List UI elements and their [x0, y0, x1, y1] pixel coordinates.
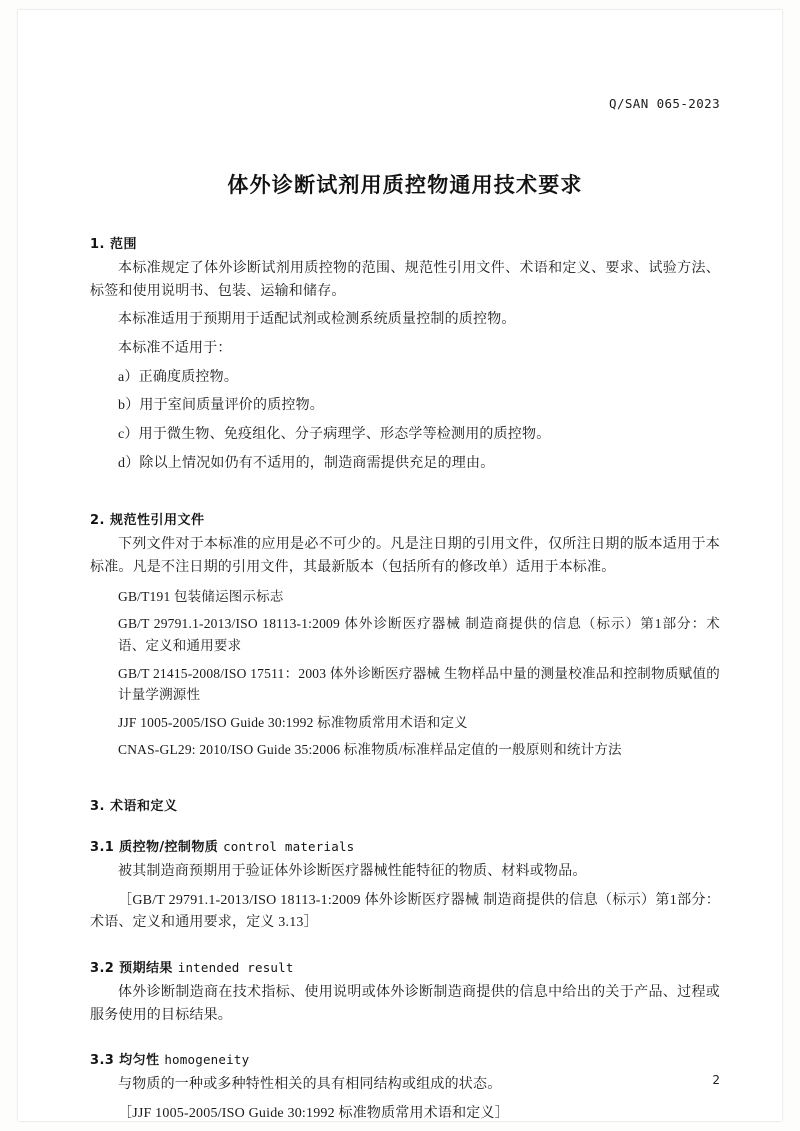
page-title: 体外诊断试剂用质控物通用技术要求	[227, 173, 583, 197]
section-heading-terms: 3. 术语和定义	[90, 798, 178, 814]
term-number-3-2: 3.2	[90, 960, 115, 976]
term-heading-3-1	[90, 836, 720, 855]
page-content	[90, 96, 720, 1126]
term-english-3-2: intended result	[177, 959, 294, 975]
normative-reference-3: GB/T 21415-2008/ISO 17511：2003 体外诊断医疗器械 生物样品中量的测量校准品和控制物质赋值的计量学溯源性	[118, 665, 720, 703]
term-3-1-paragraph-2: ［GB/T 29791.1-2013/ISO 18113-1:2009 体外诊断医疗器械 制造商提供的信息（标示）第1部分：术语、定义和通用要求，定义 3.13］	[90, 892, 720, 931]
term-heading-3-2	[90, 957, 720, 976]
term-english-3-3: homogeneity	[164, 1052, 250, 1068]
scope-list-item-b: b）用于室间质量评价的质控物。	[118, 398, 324, 414]
term-3-3-paragraph-1: 与物质的一种或多种特性相关的具有相同结构或组成的状态。	[118, 1077, 502, 1093]
scope-paragraph-3: 本标准不适用于：	[118, 341, 232, 357]
section-heading-scope: 1. 范围	[90, 237, 138, 252]
scope-paragraph-2: 本标准适用于预期用于适配试剂或检测系统质量控制的质控物。	[118, 312, 516, 328]
term-name-3-2: 预期结果	[119, 960, 173, 976]
term-3-2-paragraph-1: 体外诊断制造商在技术指标、使用说明或体外诊断制造商提供的信息中给出的关于产品、过程或服务使用的目标结果。	[90, 984, 720, 1023]
scope-list-item-d: d）除以上情况如仍有不适用的，制造商需提供充足的理由。	[118, 455, 495, 471]
term-number-3-1: 3.1	[90, 839, 115, 855]
normative-reference-1: GB/T191 包装储运图示标志	[118, 588, 284, 604]
term-english-3-1: control materials	[223, 838, 355, 854]
term-name-3-1: 质控物/控制物质	[119, 839, 219, 855]
scope-list-item-c: c）用于微生物、免疫组化、分子病理学、形态学等检测用的质控物。	[118, 427, 551, 443]
normative-reference-4: JJF 1005-2005/ISO Guide 30:1992 标准物质常用术语和定义	[118, 714, 468, 730]
term-number-3-3: 3.3	[90, 1053, 115, 1069]
scope-paragraph-1: 本标准规定了体外诊断试剂用质控物的范围、规范性引用文件、术语和定义、要求、试验方法、标签和使用说明书、包装、运输和储存。	[90, 261, 720, 299]
normative-reference-5: CNAS-GL29: 2010/ISO Guide 35:2006 标准物质/标准样品定值的一般原则和统计方法	[118, 742, 622, 758]
paper-sheet	[18, 10, 782, 1121]
term-name-3-3: 均匀性	[119, 1053, 160, 1069]
normative-reference-2: GB/T 29791.1-2013/ISO 18113-1:2009 体外诊断医疗器械 制造商提供的信息（标示）第1部分：术语、定义和通用要求	[118, 616, 720, 653]
page-number: 2	[712, 1073, 720, 1087]
section-heading-normative-references: 2. 规范性引用文件	[90, 513, 205, 529]
term-3-1-paragraph-1: 被其制造商预期用于验证体外诊断医疗器械性能特征的物质、材料或物品。	[118, 863, 587, 879]
normative-paragraph-1: 下列文件对于本标准的应用是必不可少的。凡是注日期的引用文件，仅所注日期的版本适用于本标准。凡是不注日期的引用文件，其最新版本（包括所有的修改单）适用于本标准。	[90, 537, 720, 576]
standard-code-header: Q/SAN 065-2023	[609, 96, 720, 111]
scope-list-item-a: a）正确度质控物。	[118, 369, 239, 385]
term-3-3-paragraph-2: ［JJF 1005-2005/ISO Guide 30:1992 标准物质常用术语和定义］	[118, 1105, 509, 1121]
term-heading-3-3	[90, 1049, 720, 1068]
